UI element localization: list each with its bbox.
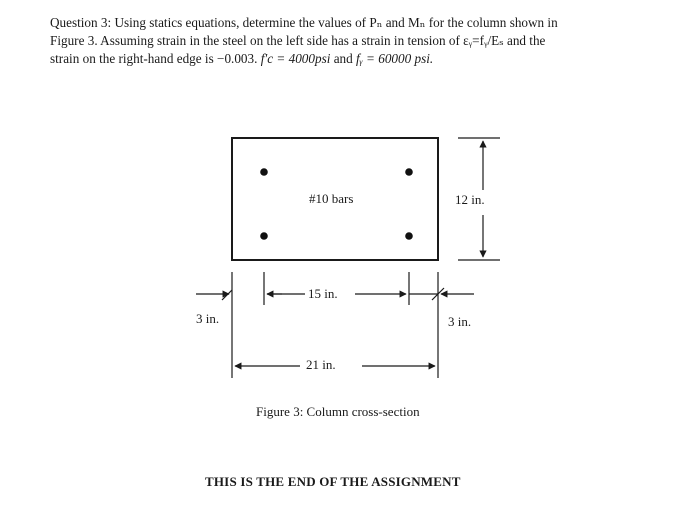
- right-cover-label: 3 in.: [448, 314, 472, 329]
- question-line-3-text: strain on the right-hand edge is −0.003.: [50, 51, 258, 66]
- question-line-3-and: and: [333, 51, 353, 66]
- rebar-bottom-left: [260, 232, 268, 240]
- spacing-label: 15 in.: [308, 286, 338, 301]
- left-cover-label: 3 in.: [196, 311, 220, 326]
- end-of-assignment-text: THIS IS THE END OF THE ASSIGNMENT: [205, 474, 461, 489]
- figure-caption: Figure 3: Column cross-section: [256, 404, 420, 419]
- question-line-2: Figure 3. Assuming strain in the steel on the left side has a strain in tension of εᵧ=fᵧ/Eₛ and the: [50, 33, 546, 48]
- rebar-top-left: [260, 168, 268, 176]
- concrete-strength: f′c = 4000psi: [260, 51, 331, 66]
- bars-label: #10 bars: [309, 191, 354, 206]
- height-label: 12 in.: [455, 192, 485, 207]
- question-line-1: Question 3: Using statics equations, determine the values of Pₙ and Mₙ for the column shown in: [50, 15, 558, 30]
- right-cover-dimension: [409, 288, 474, 300]
- width-label: 21 in.: [306, 357, 336, 372]
- rebar-top-right: [405, 168, 413, 176]
- left-cover-dimension: [196, 290, 282, 300]
- steel-yield-strength: fᵧ = 60000 psi.: [356, 51, 434, 66]
- rebar-bottom-right: [405, 232, 413, 240]
